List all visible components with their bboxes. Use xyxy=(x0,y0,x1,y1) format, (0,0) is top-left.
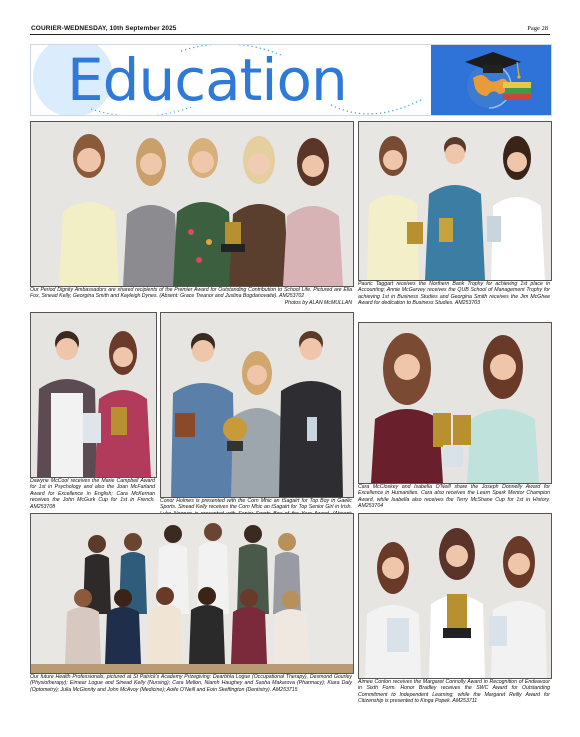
caption-story-2: Pauric Taggart receives the Northern Bank Trophy for achieving 1st place in Accounting; Annie McGarvey receives the QUB School of Management Trophy for achieving 1st in Business Studies and Georgina Smith receives the Jim McGhee Award for dedication to Business Studies. AM253703 xyxy=(358,281,550,307)
globe-graduation-cap-books-icon xyxy=(459,48,533,112)
newspaper-dateline: COURIER-WEDNESDAY, 10th September 2025 xyxy=(31,25,177,32)
photo-period-dignity-ambassadors xyxy=(30,121,354,287)
photo-health-professionals-group xyxy=(30,513,354,674)
page-number: Page 28 xyxy=(527,25,548,32)
header-rule xyxy=(30,34,550,35)
photo-credit: Photos by ALAN McMULLAN xyxy=(284,299,352,306)
caption-text: Our Period Dignity Ambassadors are shared recipients of the Premier Award for Outstanding Contribution to School Life. Pictured are Ella Fox, Sinead Kelly, Georgina Smith and Kayleigh Dynes. (Absent: Grace Treanor and Justina Bogdanovaite). AM253702 xyxy=(30,287,352,300)
photo-sports-awards xyxy=(160,312,354,498)
photo-humanities-awards xyxy=(358,322,552,484)
caption-story-6: Our future Health Professionals, pictured at St Patrick's Academy Prizegiving: Dearbhla Logue (Occupational Therapy), Desmond Gourley (Physiotherapy); Eimear Logue and Sinead Kelly (Nursing); Cara Mellon, Niamh Haughey and Sasha Makarova (Pharmacy); Kiara Daly (Optometry); Julia McGinnity and John McAvoy (Medicine); Aoife O'Neill and Eoin Skeffington (Dentistry). AM253715 xyxy=(30,674,352,693)
caption-story-3: Dawyne McCool receives the Marie Campbell Award for 1st in Psychology and also the Joan McFarland Award for Excellence in English; Cara McKernan receives the John McGurk Cup for 1st in French. AM253708 xyxy=(30,478,155,510)
photo-sixth-form-awards xyxy=(358,513,552,679)
section-title: Education xyxy=(67,46,347,114)
photo-business-awards xyxy=(358,121,552,281)
caption-story-1 xyxy=(30,287,352,306)
caption-story-7: Aimee Conlon receives the Margaret Connolly Award in Recognition of Endeavour in Sixth Form. Honor Bradley receives the SWC Award for Outstanding Commitment to Independent Learning; while the Margaret Reilly Award for Citizenship is presented to Kinga Popek. AM253711 xyxy=(358,679,550,705)
photo-psychology-english-french-awards xyxy=(30,312,157,478)
section-banner xyxy=(30,44,552,116)
caption-story-5: Cara McCloskey and Isabella O'Neill share the Joseph Donnelly Award for Excellence in Humanities. Cara also receives the Learn Spark Mentor Champion Award, while Isabella also receives the Terry McShane Cup for 1st in History. AM253704 xyxy=(358,484,550,510)
caption-story-4: Conor Holmes is presented with the Corn Mhic an tSagairt for Top Boy in Gaelic Sports. Sinead Kelly receives the Corn Mhic an tSagairt for Top Senior Girl in Irish. xyxy=(160,498,352,511)
